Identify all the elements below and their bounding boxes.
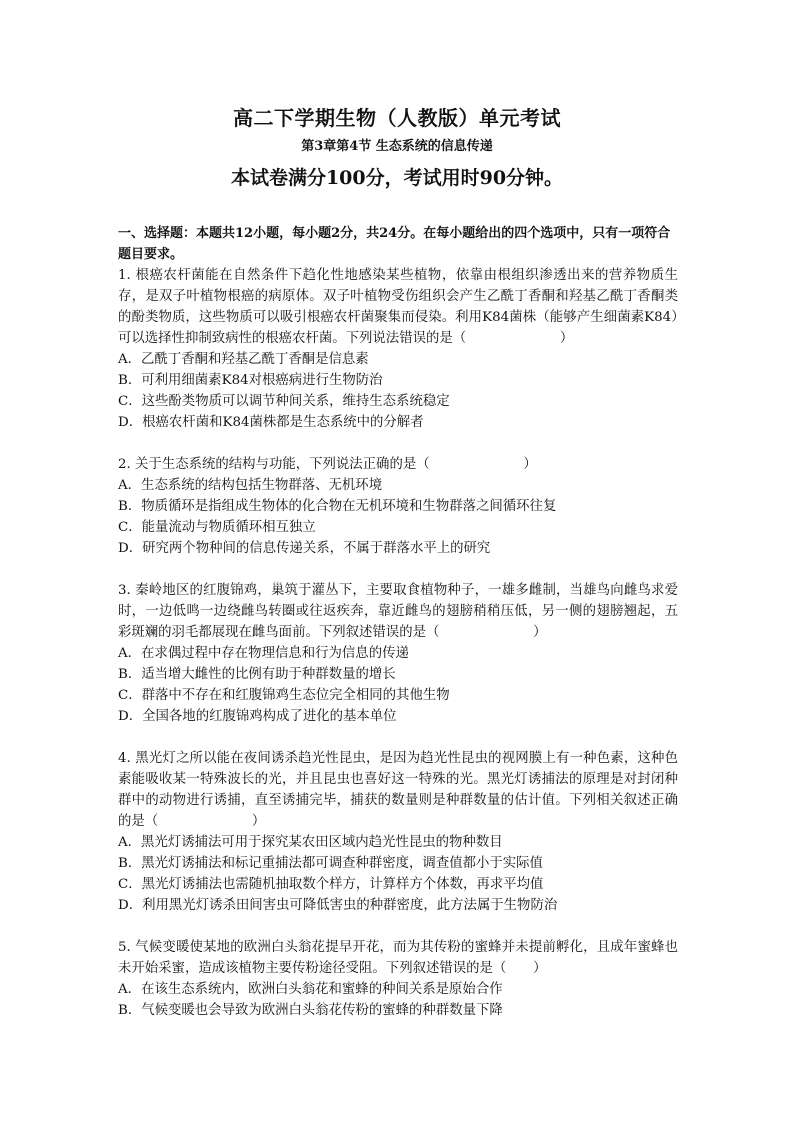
page-title: 高二下学期生物（人教版）单元考试: [233, 106, 561, 130]
exam-score-info: 本试卷满分100分，考试用时90分钟。: [230, 167, 564, 189]
question-2: [118, 454, 678, 559]
question-4: [118, 748, 678, 916]
option-d: D．全国各地的红腹锦鸡构成了进化的基本单位: [118, 709, 397, 724]
option-a: A．黑光灯诱捕法可用于探究某农田区域内趋光性昆虫的物种数目: [118, 835, 503, 850]
option-b: B．气候变暖也会导致为欧洲白头翁花传粉的蜜蜂的种群数量下降: [118, 1003, 503, 1018]
document-header: [0, 103, 794, 193]
option-b: B．黑光灯诱捕法和标记重捕法都可调查种群密度，调查值都小于实际值: [118, 856, 543, 871]
question-1: [118, 265, 678, 433]
option-c: C．黑光灯诱捕法也需随机抽取数个样方，计算样方个体数，再求平均值: [118, 877, 544, 892]
section-heading: 一、选择题：本题共12小题，每小题2分，共24分。在每小题给出的四个选项中，只有一项符合题目要求。: [118, 226, 671, 262]
option-a: A．乙酰丁香酮和羟基乙酰丁香酮是信息素: [118, 352, 369, 367]
question-stem: 5. 气候变暖使某地的欧洲白头翁花提早开花，而为其传粉的蜜蜂并未提前孵化，且成年蜜蜂也未开始采蜜，造成该植物主要传粉途径受阻。下列叙述错误的是（ ）: [118, 940, 678, 976]
option-b: B．可利用细菌素K84对根癌病进行生物防治: [118, 373, 383, 388]
option-a: A．在求偶过程中存在物理信息和行为信息的传递: [118, 646, 409, 661]
chapter-subtitle: 第3章第4节 生态系统的信息传递: [301, 139, 493, 154]
question-stem: 2. 关于生态系统的结构与功能，下列说法正确的是（ ）: [118, 457, 537, 472]
option-a: A．在该生态系统内，欧洲白头翁花和蜜蜂的种间关系是原始合作: [118, 982, 503, 997]
option-b: B．物质循环是指组成生物体的化合物在无机环境和生物群落之间循环往复: [118, 499, 557, 514]
option-c: C．这些酚类物质可以调节种间关系，维持生态系统稳定: [118, 394, 450, 409]
option-d: D．利用黑光灯诱杀田间害虫可降低害虫的种群密度，此方法属于生物防治: [118, 898, 558, 913]
option-d: D．研究两个物种间的信息传递关系，不属于群落水平上的研究: [118, 541, 491, 556]
question-stem: 1. 根癌农杆菌能在自然条件下趋化性地感染某些植物，依靠由根组织渗透出来的营养物质生存，是双子叶植物根癌的病原体。双子叶植物受伤组织会产生乙酰丁香酮和羟基乙酰丁香酮类的酚类物质，这些物质可以吸引根癌农杆菌聚集而侵染。利用K84菌株（能够产生细菌素K84）可以选择性抑制致病性的根癌农杆菌。下列说法错误的是（ ）: [118, 268, 678, 346]
question-3: [118, 580, 678, 727]
question-stem: 4. 黑光灯之所以能在夜间诱杀趋光性昆虫，是因为趋光性昆虫的视网膜上有一种色素，这种色素能吸收某一特殊波长的光，并且昆虫也喜好这一特殊的光。黑光灯诱捕法的原理是对封闭种群中的动物进行诱捕，直至诱捕完毕，捕获的数量则是种群数量的估计值。下列相关叙述正确的是（ ）: [118, 751, 678, 829]
option-c: C．能量流动与物质循环相互独立: [118, 520, 316, 535]
option-d: D．根癌农杆菌和K84菌株都是生态系统中的分解者: [118, 415, 424, 430]
exam-body: [118, 223, 678, 1021]
option-c: C．群落中不存在和红腹锦鸡生态位完全相同的其他生物: [118, 688, 450, 703]
option-b: B．适当增大雌性的比例有助于种群数量的增长: [118, 667, 396, 682]
option-a: A．生态系统的结构包括生物群落、无机环境: [118, 478, 383, 493]
question-5: [118, 937, 678, 1021]
question-stem: 3. 秦岭地区的红腹锦鸡，巢筑于灌丛下，主要取食植物种子，一雄多雌制，当雄鸟向雌鸟求爱时，一边低鸣一边绕雌鸟转圈或往返疾奔，靠近雌鸟的翅膀稍稍压低，另一侧的翅膀翘起，五彩斑斓的羽毛都展现在雌鸟面前。下列叙述错误的是（ ）: [118, 583, 678, 640]
